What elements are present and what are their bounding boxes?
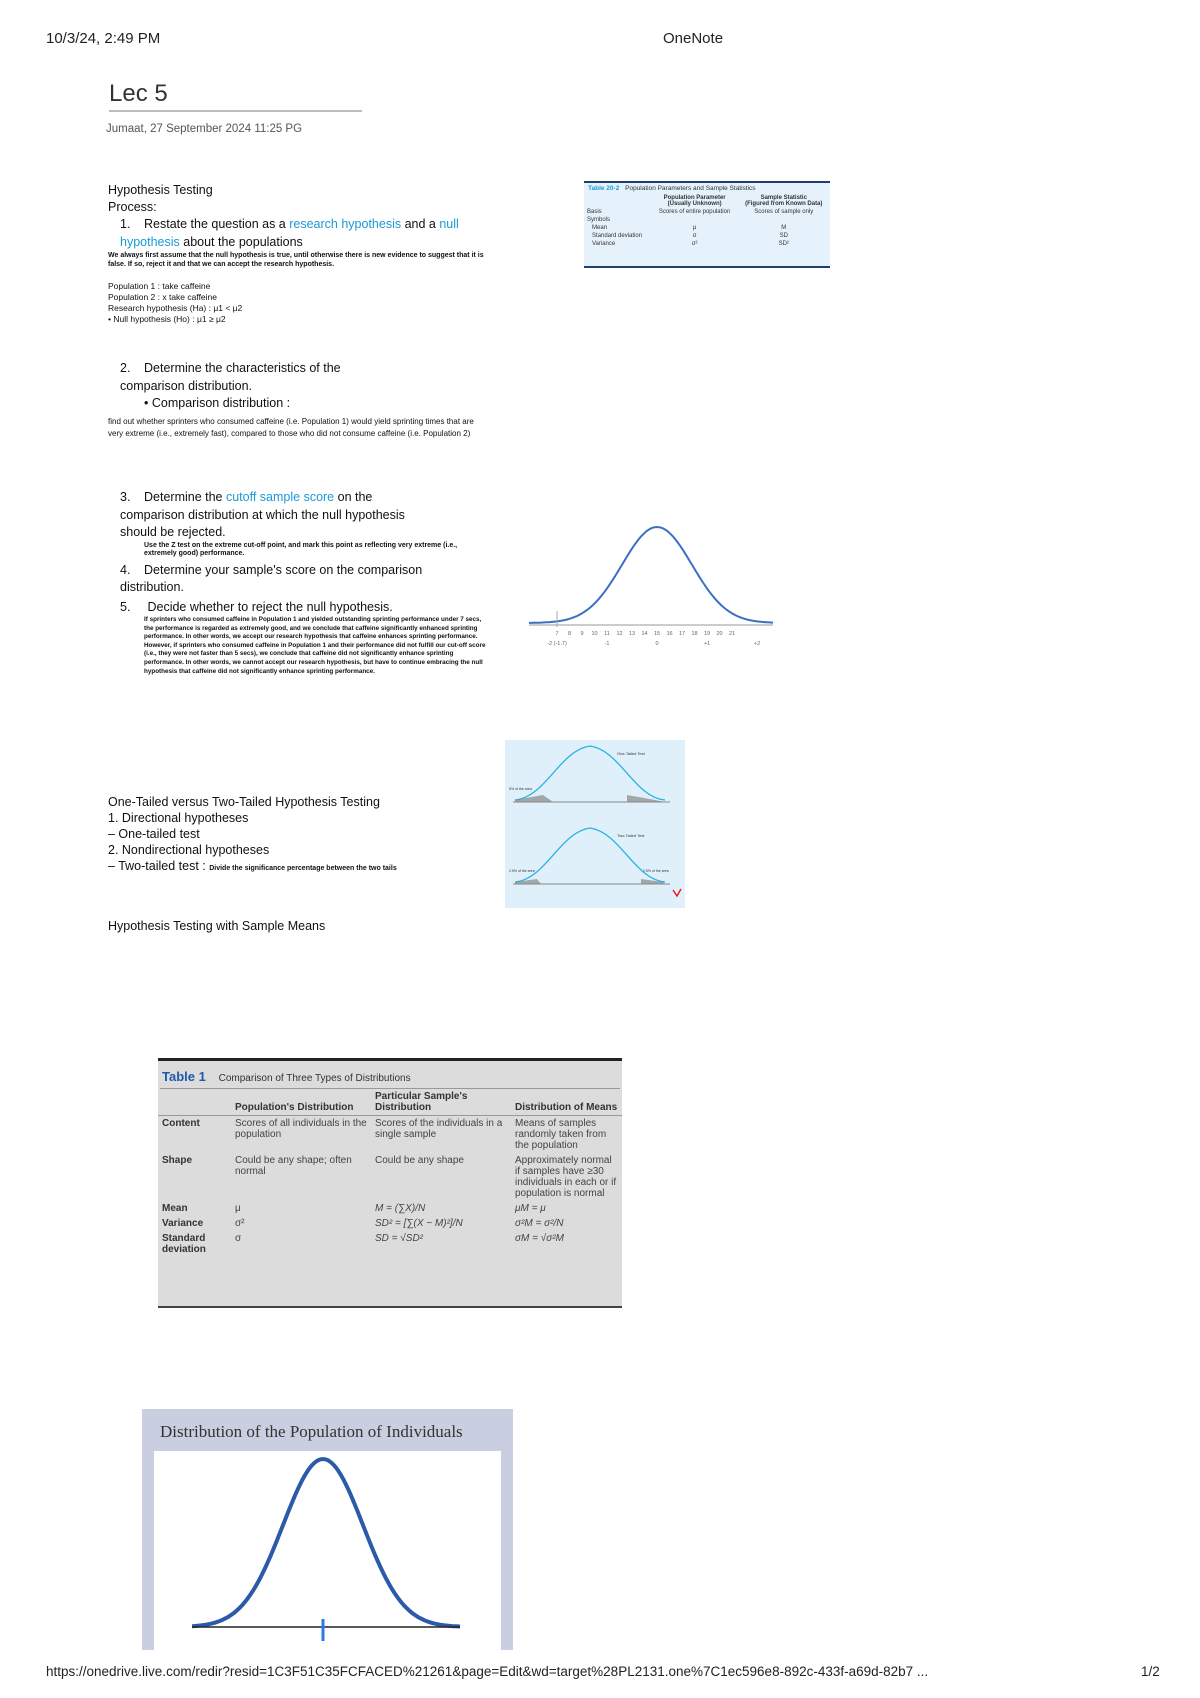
section-heading-sample-means: Hypothesis Testing with Sample Means: [108, 919, 326, 933]
tick-label: 16: [666, 631, 673, 637]
one-tail-area-label: 5% of the area: [509, 787, 532, 791]
table-header: [158, 1089, 231, 1115]
tick-label: 11: [604, 631, 610, 637]
normal-curve-image[interactable]: [527, 515, 775, 655]
null-hypothesis-link[interactable]: null hypothesis: [120, 217, 459, 249]
table-cell: Approximately normal if samples have ≥30 individuals in each or if population is normal: [515, 1155, 617, 1199]
distribution-svg: [142, 1409, 513, 1650]
step-4: [108, 562, 440, 597]
step-3-note: Use the Z test on the extreme cut-off point, and mark this point as reflecting very extreme (i.e., extremely good) performance.: [144, 541, 458, 557]
z-label: +2: [753, 641, 761, 647]
step-number: 2.: [120, 361, 131, 375]
table-cell: μ: [235, 1203, 241, 1214]
process-label: Process:: [108, 200, 157, 214]
tick-label: 8: [567, 631, 572, 637]
tails-figure-image[interactable]: [505, 740, 685, 908]
table-cell: Scores of entire population: [658, 209, 731, 215]
table-cell: Scores of the individuals in a single sample: [375, 1118, 503, 1140]
two-tailed-label: Two-Tailed Test: [617, 833, 645, 838]
figure-canvas: [154, 1451, 501, 1650]
tails-line: – One-tailed test: [108, 827, 200, 841]
table-cell: σ²: [691, 241, 698, 247]
table-cell: μ: [692, 225, 697, 231]
page-title[interactable]: Lec 5: [109, 80, 168, 107]
step-text: about the populations: [179, 234, 303, 249]
step-number: 1.: [120, 217, 131, 231]
table-header: Population Parameter (Usually Unknown): [663, 195, 726, 207]
example-line: Population 2 : x take caffeine: [108, 292, 218, 302]
step-2-block: [108, 360, 493, 440]
tick-label: 19: [703, 631, 711, 637]
table-row: [158, 1231, 622, 1257]
table-header: Population's Distribution: [235, 1102, 354, 1113]
step-5: [108, 599, 493, 617]
tails-line: 2. Nondirectional hypotheses: [108, 843, 270, 857]
table-row: [158, 1153, 622, 1201]
table-1-subtitle: Comparison of Three Types of Distributions: [218, 1073, 411, 1084]
table-1-caption: [158, 1061, 622, 1088]
table-cell: [738, 216, 830, 224]
step-number: 3.: [120, 490, 131, 504]
z-label: -2 (-1.7): [547, 641, 567, 647]
table-row-label: Variance: [592, 241, 616, 247]
table-header: Particular Sample's Distribution: [375, 1091, 468, 1113]
print-app-name: OneNote: [663, 30, 724, 47]
footer-page-number: 1/2: [1141, 1664, 1160, 1679]
step-text: and a: [401, 217, 440, 231]
population-parameters-table[interactable]: [584, 181, 830, 268]
table-row-label: Variance: [162, 1218, 204, 1229]
example-line: Population 1 : take caffeine: [108, 281, 211, 291]
table-cell: σ: [692, 233, 697, 239]
step-1: [108, 216, 493, 251]
tick-label: 13: [628, 631, 636, 637]
table-cell: σ²M = σ²/N: [515, 1218, 564, 1229]
table-1-grid: [158, 1089, 622, 1257]
table-cell: σM = √σ²M: [515, 1233, 564, 1244]
table-cell: Means of samples randomly taken from the population: [515, 1118, 607, 1151]
tick-label: 7: [555, 631, 559, 637]
table-cell: Could be any shape: [375, 1155, 464, 1166]
table-row-label: Standard deviation: [592, 233, 643, 239]
table-row-label: Shape: [162, 1155, 193, 1166]
table-number: Table 20-2: [588, 185, 620, 192]
table-row-label: Symbols: [587, 217, 611, 223]
hypothesis-testing-section: [108, 183, 493, 325]
step-text: Decide whether to reject the null hypothesis.: [144, 599, 393, 614]
z-label: 0: [655, 641, 659, 647]
table-cell: Scores of all individuals in the population: [235, 1118, 367, 1140]
table-cell: σ: [235, 1233, 242, 1244]
table-row-label: Basis: [587, 209, 602, 215]
table-cell: SD² = [∑(X − M)²]/N: [375, 1218, 463, 1229]
step-text: Restate the question as a: [144, 217, 290, 231]
table-row-label: Mean: [592, 225, 608, 231]
table-row: [158, 1116, 622, 1153]
two-tailed-label: – Two-tailed test :: [108, 859, 210, 873]
step-text: on the comparison distribution at which the null hypothesis should be rejected.: [120, 490, 405, 539]
two-tailed-note: Divide the significance percentage between the two tails: [209, 865, 397, 872]
tails-line: [108, 859, 488, 874]
distribution-figure-title: Distribution of the Population of Individuals: [160, 1422, 463, 1441]
tick-label: 14: [641, 631, 648, 637]
tick-label: 15: [653, 631, 661, 637]
red-mark-icon: [673, 889, 681, 896]
table-caption: [584, 183, 830, 194]
z-label: -1: [604, 641, 610, 647]
step-2: [108, 360, 380, 395]
step-number: 4.: [120, 562, 131, 577]
comparison-distribution-bullet: • Comparison distribution :: [144, 396, 291, 410]
steps-3-5-block: [108, 489, 493, 676]
table-grid: [584, 194, 830, 248]
section-heading: Hypothesis Testing: [108, 183, 213, 197]
table-1-image[interactable]: [158, 1058, 622, 1308]
cutoff-sample-score-link[interactable]: cutoff sample score: [225, 490, 335, 504]
two-tailed-shade-left: [515, 879, 541, 884]
tick-label: 20: [716, 631, 723, 637]
two-tail-left-label: 2.5% of the area: [509, 869, 535, 873]
tick-label: 21: [728, 631, 736, 637]
table-row-label: Standard deviation: [162, 1233, 206, 1255]
example-line: • Null hypothesis (Ho) : μ1 ≥ μ2: [108, 314, 226, 324]
tick-label: 17: [678, 631, 686, 637]
step-text: Determine the: [144, 490, 226, 504]
step-text: Determine your sample's score on the comparison distribution.: [120, 562, 423, 594]
tick-label: 9: [580, 631, 584, 637]
table-cell: σ²: [235, 1218, 245, 1229]
table-row: [158, 1201, 622, 1216]
step-2-note: find out whether sprinters who consumed caffeine (i.e. Population 1) would yield sprinting times that are very extreme (i.e., extremely fast), compared to those who did not consume caffeine (i.e. Population 2): [108, 416, 474, 438]
table-cell: SD = √SD²: [375, 1233, 423, 1244]
two-tail-right-label: 2.5% of the area: [643, 869, 669, 873]
table-cell: [652, 216, 738, 224]
step-text: Determine the characteristics of the comparison distribution.: [120, 361, 341, 393]
table-cell: SD²: [778, 241, 789, 247]
table-header: Distribution of Means: [515, 1102, 618, 1113]
normal-curve-svg: [527, 515, 775, 655]
step-5-note: If sprinters who consumed caffeine in Population 1 and yielded outstanding sprinting performance under 7 secs, the performance is regarded as extremely good, and we conclude that caffeine significantly enhanced sprinting performance. In other words, we accept our research hypothesis that caffeine enhances sprinting performance. However, if sprinters who consumed caffeine in Population 1 and their performance did not fulfill our cut-off score (i.e., they were not faster than 5 secs), we conclude that caffeine did not significantly enhance sprinting performance. In other words, we cannot accept our research hypothesis, but have to continue embracing the null hypothesis that caffeine did not significantly enhance sprinting performance.: [144, 616, 486, 675]
tick-label: 18: [691, 631, 698, 637]
distribution-population-image[interactable]: [142, 1409, 513, 1650]
table-subtitle: Population Parameters and Sample Statistics: [625, 185, 756, 192]
section-heading: One-Tailed versus Two-Tailed Hypothesis Testing: [108, 795, 380, 809]
table-cell: μM = μ: [515, 1203, 546, 1214]
step-1-note: We always first assume that the null hypothesis is true, until otherwise there is new evidence to suggest that it is false. If so, reject it and that we can accept the research hypothesis.: [108, 252, 484, 268]
step-1-examples: [108, 281, 493, 325]
example-line: Research hypothesis (Ha) : μ1 < μ2: [108, 303, 243, 313]
table-row: [158, 1216, 622, 1231]
table-row-label: Content: [162, 1118, 200, 1129]
tick-labels: [555, 631, 735, 637]
table-1-number: Table 1: [162, 1069, 206, 1084]
tails-svg: [505, 740, 685, 908]
z-label: +1: [703, 641, 711, 647]
table-cell: M: [781, 225, 787, 231]
step-3: [108, 489, 410, 542]
table-row-label: Mean: [162, 1203, 188, 1214]
table-cell: Could be any shape; often normal: [235, 1155, 352, 1177]
footer-url[interactable]: https://onedrive.live.com/redir?resid=1C3F51C35FCFACED%21261&page=Edit&wd=target%28PL2131.one%7C1ec596e8-892c-433f-a69d-82b7 ...: [46, 1664, 929, 1679]
research-hypothesis-link[interactable]: research hypothesis: [289, 217, 402, 231]
step-number: 5.: [120, 599, 131, 614]
one-tailed-label: One-Tailed Test: [617, 751, 645, 756]
table-header: Sample Statistic (Figured from Known Data): [745, 195, 823, 207]
title-underline: [109, 110, 362, 112]
table-cell: [584, 194, 652, 208]
tails-section: [108, 795, 488, 874]
table-cell: SD: [779, 233, 788, 239]
table-cell: Scores of sample only: [754, 209, 814, 215]
tails-line: 1. Directional hypotheses: [108, 811, 249, 825]
print-datetime: 10/3/24, 2:49 PM: [46, 30, 161, 47]
tick-label: 12: [616, 631, 623, 637]
tick-label: 10: [591, 631, 598, 637]
page-date: Jumaat, 27 September 2024 11:25 PG: [106, 123, 303, 135]
z-labels: [547, 641, 760, 647]
bell-curve: [529, 527, 773, 623]
table-cell: M = (∑X)/N: [375, 1203, 426, 1214]
